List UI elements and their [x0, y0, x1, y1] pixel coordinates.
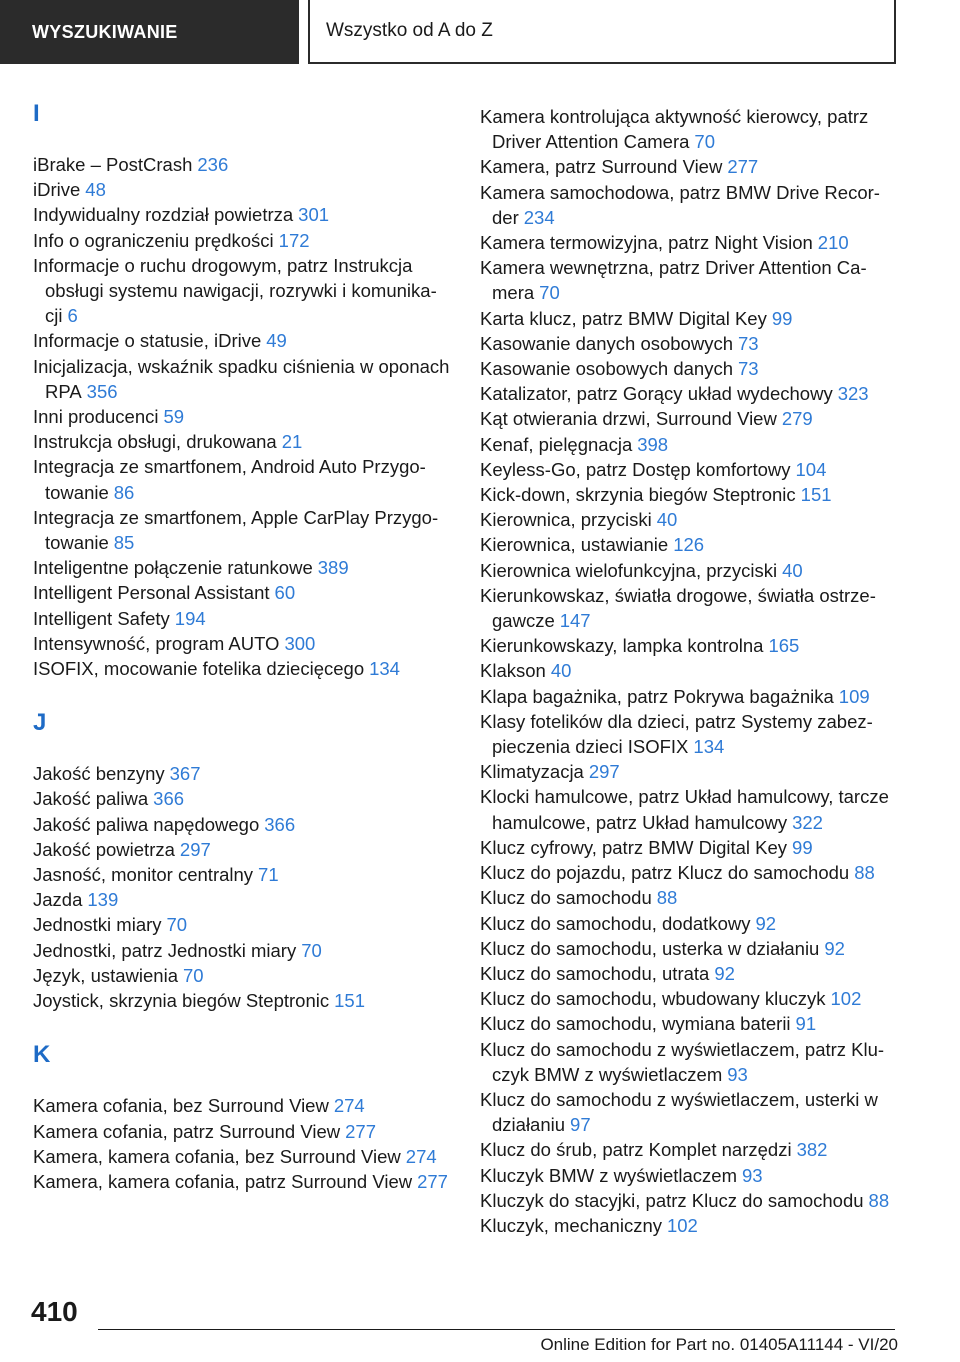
index-entry-text: Klakson [480, 660, 546, 682]
page-reference-link[interactable]: 40 [656, 509, 678, 531]
index-entry-text: Klasy fotelików dla dzieci, patrz Systemy zabezpieczenia dzieci ISOFIX [480, 710, 873, 758]
index-entry-text: Język, ustawienia [33, 964, 178, 986]
page-reference-link[interactable]: 382 [796, 1139, 828, 1161]
page-header [0, 0, 960, 66]
page-reference-link[interactable]: 102 [666, 1214, 698, 1236]
page-reference-link[interactable]: 134 [693, 736, 725, 758]
page-reference-link[interactable]: 389 [317, 557, 349, 579]
index-entry-text: Integracja ze smartfonem, Android Auto Przygotowanie [33, 456, 426, 503]
index-entry [33, 786, 453, 811]
index-entry [480, 911, 900, 936]
page-reference-link[interactable]: 48 [85, 179, 106, 201]
index-entry [480, 1163, 900, 1188]
index-entry [33, 228, 453, 253]
index-entry [33, 202, 453, 227]
index-entry-text: Kamera, kamera cofania, bez Surround View [33, 1145, 401, 1167]
index-entry [33, 912, 453, 937]
index-entry-text: Inni producenci [33, 406, 159, 428]
page-reference-link[interactable]: 151 [334, 990, 365, 1012]
page-reference-link[interactable]: 6 [67, 305, 78, 327]
page-reference-link[interactable]: 279 [781, 408, 813, 430]
index-entry [480, 532, 900, 557]
index-entry [480, 860, 900, 885]
index-entry [480, 759, 900, 784]
index-entry [480, 406, 900, 431]
index-entry-text: Inicjalizacja, wskaźnik spadku ciśnienia w oponach RPA [33, 355, 450, 402]
page-reference-link[interactable]: 297 [588, 761, 620, 783]
index-entry [33, 328, 453, 353]
page-reference-link[interactable]: 277 [417, 1170, 448, 1192]
page-reference-link[interactable]: 60 [274, 582, 296, 604]
page-reference-link[interactable]: 70 [694, 131, 715, 153]
page-reference-link[interactable]: 97 [570, 1114, 591, 1136]
page-reference-link[interactable]: 73 [738, 332, 759, 354]
index-entry [33, 862, 453, 887]
index-entry [33, 988, 453, 1013]
page-reference-link[interactable]: 109 [838, 685, 870, 707]
index-entry-text: Jednostki, patrz Jednostki miary [33, 939, 297, 961]
index-entry-text: Kamera termowizyjna, patrz Night Vision [480, 232, 813, 254]
page-reference-link[interactable]: 92 [824, 937, 845, 959]
index-entry-text: Intelligent Personal Assistant [33, 582, 270, 604]
index-entry-text: Inteligentne połączenie ratunkowe [33, 557, 313, 579]
index-entry [480, 583, 900, 633]
index-entry-text: Klucz do śrub, patrz Komplet narzędzi [480, 1139, 792, 1161]
index-entry-text: Kick-down, skrzynia biegów Steptronic [480, 484, 796, 506]
index-entry-text: Jakość powietrza [33, 838, 175, 860]
index-entry-text: Info o ograniczeniu prędkości [33, 229, 274, 251]
page-reference-link[interactable]: 88 [656, 887, 678, 909]
index-entry-text: iDrive [33, 179, 81, 201]
index-entry [480, 180, 900, 230]
index-entry-text: Kierownica wielofunkcyjna, przyciski [480, 559, 778, 581]
page-reference-link[interactable]: 147 [559, 610, 591, 632]
page-reference-link[interactable]: 301 [298, 204, 330, 226]
index-entry [33, 938, 453, 963]
page-reference-link[interactable]: 86 [113, 481, 135, 503]
page-reference-link[interactable]: 91 [795, 1013, 817, 1035]
index-entry [33, 429, 453, 454]
page-number: 410 [31, 1296, 78, 1327]
index-entry-text: Kluczyk, mechaniczny [480, 1214, 662, 1236]
index-entry [480, 1188, 900, 1213]
index-entry [480, 482, 900, 507]
index-entry [480, 961, 900, 986]
index-entry-text: Kierownica, przyciski [480, 509, 652, 531]
index-entry-text: Kamera cofania, bez Surround View [33, 1095, 329, 1117]
page-reference-link[interactable]: 88 [868, 1189, 890, 1211]
page-reference-link[interactable]: 356 [86, 380, 118, 402]
index-entry [480, 658, 900, 683]
index-entry [33, 152, 453, 177]
index-entry-text: Kierownica, ustawianie [480, 534, 669, 556]
index-entry [33, 761, 453, 786]
index-entry-text: Kasowanie osobowych danych [480, 358, 733, 380]
page-reference-link[interactable]: 70 [166, 914, 188, 936]
index-entry-text: Keyless-Go, patrz Dostęp komfortowy [480, 458, 791, 480]
index-entry [480, 936, 900, 961]
index-entry-text: Jakość paliwa napędowego [33, 813, 260, 835]
index-entry-text: Joystick, skrzynia biegów Steptronic [33, 990, 330, 1012]
page-reference-link[interactable]: 398 [637, 433, 669, 455]
page-reference-link[interactable]: 93 [741, 1164, 763, 1186]
index-entry-text: Kierunkowskaz, światła drogowe, światła ostrzegawcze [480, 584, 876, 632]
page-reference-link[interactable]: 40 [550, 660, 572, 682]
index-entry [480, 1011, 900, 1036]
index-entry-text: Klucz do samochodu, dodatkowy [480, 912, 751, 934]
index-entry-text: Jakość benzyny [33, 763, 165, 785]
edition-note: Online Edition for Part no. 01405A11144 - VI/20 [540, 1335, 898, 1354]
page-reference-link[interactable]: 70 [182, 964, 204, 986]
index-entry [33, 454, 453, 504]
index-entry-text: Kąt otwierania drzwi, Surround View [480, 408, 777, 430]
index-entry-text: Kamera samochodowa, patrz BMW Drive Recorder [480, 181, 880, 228]
index-entry [33, 404, 453, 429]
page-reference-link[interactable]: 71 [258, 864, 279, 886]
index-entry-text: Indywidualny rozdział powietrza [33, 204, 294, 226]
index-entry-text: Kamera kontrolująca aktywność kierowcy, patrz Driver Attention Camera [480, 106, 869, 153]
index-entry-text: Klucz do samochodu, wymiana baterii [480, 1013, 791, 1035]
index-entry [480, 835, 900, 860]
page-reference-link[interactable]: 102 [830, 988, 862, 1010]
page-reference-link[interactable]: 85 [113, 532, 135, 554]
index-entry-text: Jazda [33, 889, 83, 911]
index-entry-text: Kluczyk do stacyjki, patrz Klucz do samochodu [480, 1189, 864, 1211]
page-reference-link[interactable]: 297 [179, 838, 211, 860]
page-reference-link[interactable]: 21 [281, 431, 303, 453]
index-entry-text: Klucz do samochodu, wbudowany kluczyk [480, 988, 826, 1010]
index-entry [480, 986, 900, 1011]
index-entry-text: iBrake – PostCrash [33, 154, 193, 175]
index-entry-text: Klocki hamulcowe, patrz Układ hamulcowy, tarcze hamulcowe, patrz Układ hamulcowy [480, 786, 889, 833]
index-entry [480, 306, 900, 331]
page-reference-link[interactable]: 165 [768, 635, 800, 657]
index-entry [33, 887, 453, 912]
page-reference-link[interactable]: 277 [727, 156, 759, 178]
index-entry-text: Klucz cyfrowy, patrz BMW Digital Key [480, 836, 788, 858]
section-letter-heading: J [33, 709, 47, 737]
index-entry-text: Intensywność, program AUTO [33, 632, 280, 654]
index-entry [480, 558, 900, 583]
page-reference-link[interactable]: 366 [153, 788, 185, 810]
page-reference-link[interactable]: 367 [169, 763, 201, 785]
page-reference-link[interactable]: 73 [738, 358, 759, 380]
index-entry [33, 837, 453, 862]
page-reference-link[interactable]: 99 [771, 307, 793, 329]
index-entry-text: Klucz do samochodu z wyświetlaczem, usterki w działaniu [480, 1088, 878, 1136]
page-reference-link[interactable]: 151 [800, 484, 832, 506]
page-reference-link[interactable]: 277 [345, 1120, 377, 1142]
index-entry [33, 606, 453, 631]
index-entry [480, 633, 900, 658]
index-entry [480, 1037, 900, 1087]
page-reference-link[interactable]: 49 [266, 330, 287, 352]
index-entry [480, 381, 900, 406]
index-entry-text: Klimatyzacja [480, 761, 584, 783]
index-entry-text: Kluczyk BMW z wyświetlaczem [480, 1164, 737, 1186]
page-reference-link[interactable]: 104 [795, 458, 827, 480]
page-reference-link[interactable]: 88 [854, 862, 875, 884]
index-entry-text: Klucz do samochodu z wyświetlaczem, patrz Kluczyk BMW z wyświetlaczem [480, 1038, 885, 1085]
index-entry-text: Jednostki miary [33, 914, 162, 936]
index-entry-text: Informacje o statusie, iDrive [33, 330, 262, 352]
section-gap [33, 1013, 453, 1031]
index-entry-text: Klapa bagażnika, patrz Pokrywa bagażnika [480, 685, 834, 707]
index-column-right [480, 104, 900, 1238]
index-entry [480, 331, 900, 356]
index-entry [33, 253, 453, 329]
index-entry [480, 1137, 900, 1162]
index-entry [480, 457, 900, 482]
index-entry-text: Kamera, kamera cofania, patrz Surround View [33, 1170, 413, 1192]
index-entry-text: Informacje o ruchu drogowym, patrz Instrukcja obsługi systemu nawigacji, rozrywki i komunikacji [33, 254, 437, 327]
page-reference-link[interactable]: 194 [174, 607, 206, 629]
index-entry [33, 656, 453, 681]
page-reference-link[interactable]: 93 [727, 1063, 748, 1085]
page-reference-link[interactable]: 210 [817, 232, 849, 254]
index-entry [480, 230, 900, 255]
index-entry-text: Klucz do pojazdu, patrz Klucz do samochodu [480, 862, 850, 884]
index-entry [480, 507, 900, 532]
page-reference-link[interactable]: 274 [405, 1145, 437, 1167]
page-reference-link[interactable]: 234 [523, 206, 555, 228]
index-entry [480, 1087, 900, 1137]
page-reference-link[interactable]: 92 [714, 962, 735, 984]
section-letter-heading: K [33, 1041, 51, 1069]
page-reference-link[interactable]: 70 [301, 939, 322, 961]
index-entry-text: Instrukcja obsługi, drukowana [33, 431, 277, 453]
section-letter-heading: I [33, 100, 40, 127]
page-reference-link[interactable]: 274 [333, 1095, 365, 1117]
index-entry [480, 684, 900, 709]
index-entry [33, 812, 453, 837]
index-entry [33, 580, 453, 605]
index-entry-text: Intelligent Safety [33, 607, 170, 629]
index-entry-text: Integracja ze smartfonem, Apple CarPlay Przygotowanie [33, 506, 439, 554]
index-entry-text: Kamera, patrz Surround View [480, 156, 723, 178]
index-entry [33, 505, 453, 555]
index-entry [33, 555, 453, 580]
index-entry [33, 1119, 453, 1144]
index-entry [33, 177, 453, 202]
section-tab[interactable]: WYSZUKIWANIE [0, 0, 299, 64]
index-entry-text: Klucz do samochodu, utrata [480, 962, 710, 984]
index-entry [480, 885, 900, 910]
page-reference-link[interactable]: 236 [197, 154, 229, 175]
page-reference-link[interactable]: 92 [755, 912, 777, 934]
page-reference-link[interactable]: 172 [278, 229, 310, 251]
page-reference-link[interactable]: 70 [539, 282, 560, 304]
page-reference-link[interactable]: 323 [837, 383, 869, 405]
chapter-title-tab[interactable]: Wszystko od A do Z [310, 0, 896, 64]
index-entry-text: Klucz do samochodu [480, 887, 652, 909]
index-entry [33, 1144, 453, 1169]
index-entry-text: ISOFIX, mocowanie fotelika dziecięcego [33, 658, 365, 680]
page-reference-link[interactable]: 59 [163, 406, 185, 428]
index-entry-text: Klucz do samochodu, usterka w działaniu [480, 937, 820, 959]
page-reference-link[interactable]: 126 [673, 534, 705, 556]
footer-divider [98, 1329, 895, 1330]
page-reference-link[interactable]: 99 [792, 836, 813, 858]
index-entry-text: Jasność, monitor centralny [33, 864, 254, 886]
index-entry [33, 963, 453, 988]
page-reference-link[interactable]: 134 [369, 658, 400, 680]
index-entry [33, 1169, 453, 1194]
index-entry [480, 1213, 900, 1238]
index-entry [480, 255, 900, 305]
index-entry [480, 432, 900, 457]
index-entry-text: Kierunkowskazy, lampka kontrolna [480, 635, 764, 657]
index-entry [480, 356, 900, 381]
index-entry [480, 104, 900, 154]
index-entry-text: Kenaf, pielęgnacja [480, 433, 633, 455]
index-entry-text: Kamera cofania, patrz Surround View [33, 1120, 341, 1142]
index-entry [480, 154, 900, 179]
index-entry-text: Katalizator, patrz Gorący układ wydechowy [480, 383, 833, 405]
page-reference-link[interactable]: 322 [792, 811, 823, 833]
index-entry [33, 631, 453, 656]
page-reference-link[interactable]: 139 [87, 889, 119, 911]
index-entry-text: Karta klucz, patrz BMW Digital Key [480, 307, 767, 329]
page-reference-link[interactable]: 366 [264, 813, 296, 835]
index-entry [480, 709, 900, 759]
page-reference-link[interactable]: 40 [782, 559, 803, 581]
index-entry-text: Kasowanie danych osobowych [480, 332, 733, 354]
index-entry [33, 354, 453, 404]
page-reference-link[interactable]: 300 [284, 632, 316, 654]
index-entry [480, 784, 900, 834]
index-entry [33, 1093, 453, 1118]
index-column-left [33, 96, 453, 1194]
section-gap [33, 681, 453, 699]
index-entry-text: Kamera wewnętrzna, patrz Driver Attention Camera [480, 257, 867, 304]
index-entry-text: Jakość paliwa [33, 788, 149, 810]
